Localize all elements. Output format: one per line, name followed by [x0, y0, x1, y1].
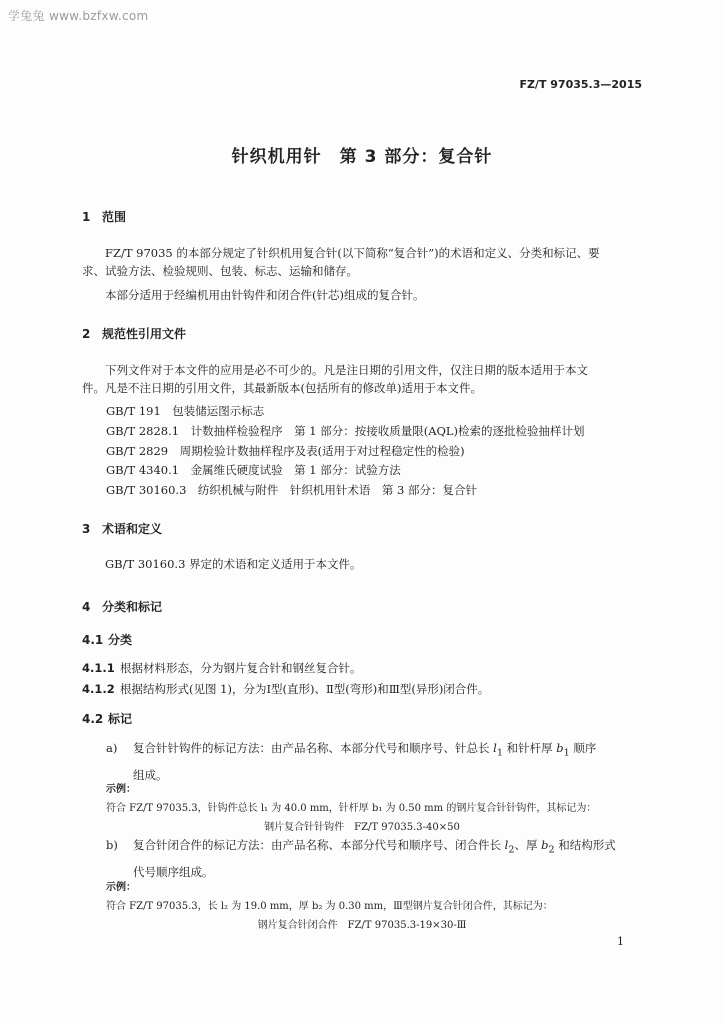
subscript: 1	[563, 747, 570, 759]
subsection-number: 4.2	[82, 712, 104, 726]
item-marker: a)	[106, 741, 118, 755]
watermark: 学兔兔 www.bzfxw.com	[8, 9, 149, 23]
reference-item: GB/T 30160.3 纺织机械与附件 针织机用针术语 第 3 部分：复合针	[106, 483, 478, 497]
section-title: 规范性引用文件	[102, 327, 187, 341]
page-number: 1	[617, 935, 624, 948]
subsection-title: 分类	[108, 633, 133, 647]
scope-paragraph-2: 本部分适用于经编机用由针钩件和闭合件(针芯)组成的复合针。	[105, 288, 425, 302]
scope-text-line-1: FZ/T 97035 的本部分规定了针织机用复合针(以下简称“复合针”)的术语和定义、分类和标记、要	[105, 246, 600, 260]
intro-line-1: 下列文件对于本文件的应用是必不可少的。凡是注日期的引用文件，仅注日期的版本适用于本文	[105, 363, 588, 377]
section-number: 2	[82, 327, 91, 341]
subsection-title: 标记	[108, 712, 133, 726]
clause-number: 4.1.2	[82, 682, 115, 696]
section-title: 分类和标记	[102, 600, 163, 614]
item-text-line-2: 组成。	[133, 768, 168, 783]
example-designation: 钢片复合针闭合件 FZ/T 97035.3-19×30-Ⅲ	[257, 920, 467, 931]
section-number: 1	[82, 210, 91, 224]
list-item-b	[106, 834, 642, 883]
example-text: 符合 FZ/T 97035.3，长 l₂ 为 19.0 mm，厚 b₂ 为 0.30 mm，Ⅲ型钢片复合针闭合件，其标记为：	[106, 901, 553, 912]
item-text-post: 和结构形式	[554, 838, 616, 852]
clause-text: 根据材料形态，分为钢片复合针和钢丝复合针。	[120, 661, 362, 675]
subsection-4-2-heading	[82, 710, 132, 727]
example-text: 符合 FZ/T 97035.3，针钩件总长 l₁ 为 40.0 mm，针杆厚 b₁ 为 0.50 mm 的钢片复合针针钩件，其标记为：	[106, 803, 597, 814]
scope-paragraph-1	[82, 245, 642, 280]
section-3-heading	[82, 520, 162, 537]
subsection-4-1-heading	[82, 631, 132, 648]
clause-number: 4.1.1	[82, 661, 115, 675]
standard-code: FZ/T 97035.3—2015	[519, 78, 642, 91]
clause-text: 根据结构形式(见图 1)，分为Ⅰ型(直形)、Ⅱ型(弯形)和Ⅲ型(异形)闭合件。	[120, 682, 490, 696]
reference-item: GB/T 4340.1 金属维氏硬度试验 第 1 部分：试验方法	[106, 463, 401, 477]
terms-paragraph: GB/T 30160.3 界定的术语和定义适用于本文件。	[105, 557, 362, 571]
section-title: 术语和定义	[102, 522, 163, 536]
subscript: 1	[496, 747, 503, 759]
section-1-heading	[82, 208, 126, 225]
normative-intro	[82, 362, 642, 397]
section-number: 3	[82, 522, 91, 536]
item-marker: b)	[106, 838, 118, 852]
item-text-post: 顺序	[569, 741, 597, 755]
reference-item: GB/T 191 包装储运图示标志	[106, 404, 265, 418]
subscript: 2	[508, 844, 515, 856]
reference-item: GB/T 2829 周期检验计数抽样程序及表(适用于对过程稳定性的检验)	[106, 444, 465, 458]
item-text-mid: 、厚	[514, 838, 542, 852]
variable-b: b	[541, 838, 549, 852]
example-designation: 钢片复合针针钩件 FZ/T 97035.3-40×50	[264, 822, 460, 833]
section-title: 范围	[102, 210, 127, 224]
section-number: 4	[82, 600, 91, 614]
clause-4-1-2	[82, 681, 642, 699]
section-2-heading	[82, 325, 186, 342]
item-text-pre: 复合针针钩件的标记方法：由产品名称、本部分代号和顺序号、针总长	[133, 741, 494, 755]
item-text-line-2: 代号顺序组成。	[133, 865, 214, 880]
clause-4-1-1	[82, 660, 642, 678]
intro-line-2: 件。凡是不注日期的引用文件，其最新版本(包括所有的修改单)适用于本文件。	[82, 380, 482, 395]
example-label: 示例：	[106, 784, 136, 795]
list-item-a	[106, 737, 642, 786]
reference-item: GB/T 2828.1 计数抽样检验程序 第 1 部分：按接收质量限(AQL)检索的逐批检验抽样计划	[106, 424, 585, 438]
example-label: 示例：	[106, 882, 136, 893]
item-text-pre: 复合针闭合件的标记方法：由产品名称、本部分代号和顺序号、闭合件长	[133, 838, 505, 852]
subsection-number: 4.1	[82, 633, 104, 647]
variable-l: l	[504, 838, 509, 852]
subscript: 2	[548, 844, 555, 856]
section-4-heading	[82, 598, 162, 615]
variable-b: b	[556, 741, 564, 755]
document-title: 针织机用针 第 3 部分：复合针	[231, 147, 493, 167]
item-text-mid: 和针杆厚	[502, 741, 557, 755]
scope-text-line-2: 求、试验方法、检验规则、包装、标志、运输和储存。	[82, 263, 358, 278]
variable-l: l	[493, 741, 497, 755]
